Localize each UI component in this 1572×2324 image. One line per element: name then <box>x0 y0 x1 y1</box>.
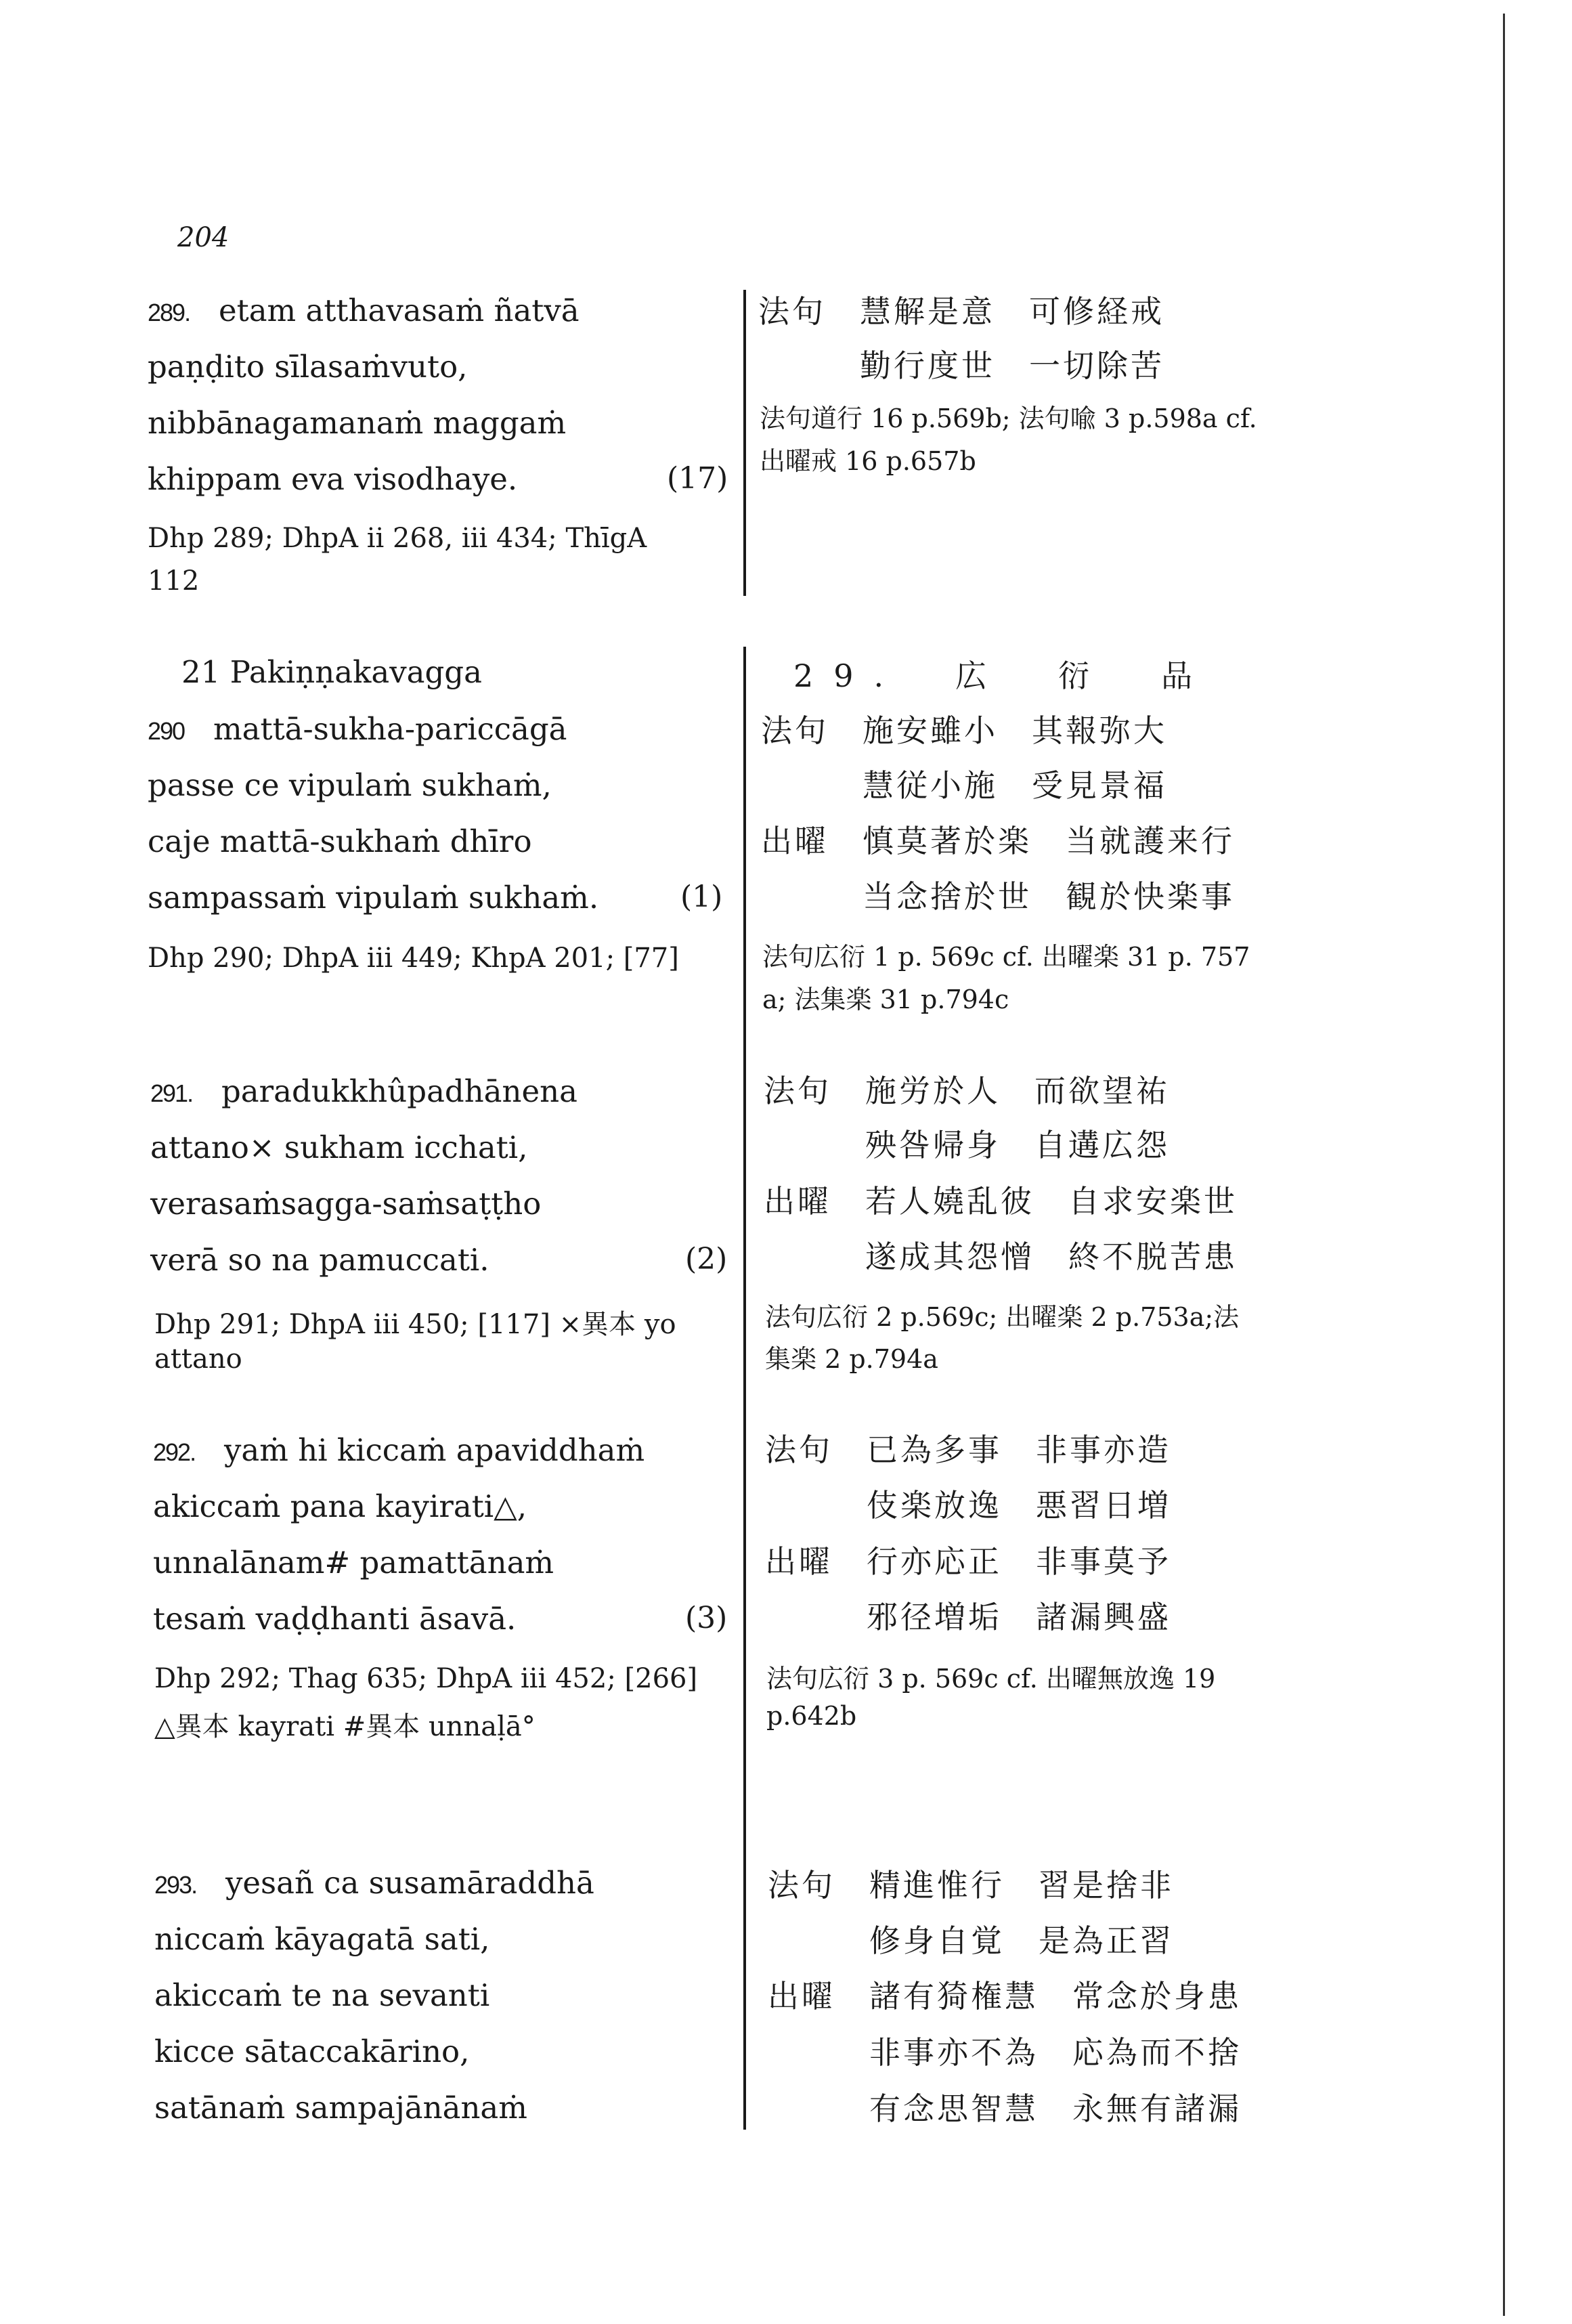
column-divider-top <box>743 290 746 596</box>
cn-289-line-2: 勤行度世 一切除苦 <box>758 347 1164 384</box>
cn-292-line-3: 出曜 行亦応正 非事莫予 <box>765 1543 1171 1580</box>
verse-292-line-3: unnalānam# pamattānaṁ <box>153 1545 554 1580</box>
page-number: 204 <box>177 222 230 253</box>
chapter-heading-chinese: 29. 広 衍 品 <box>793 658 1213 694</box>
cn-290-refs-2: a; 法集楽 31 p.794c <box>762 985 1009 1014</box>
verse-289-line-3: nibbānagamanaṁ maggaṁ <box>148 405 567 441</box>
verse-291-refs-1: Dhp 291; DhpA iii 450; [117] ×異本 yo <box>154 1309 676 1340</box>
cn-293-line-4: 非事亦不為 応為而不捨 <box>768 2034 1242 2071</box>
page-edge-line <box>1503 14 1505 2316</box>
verse-291-line-1: 291. paradukkhûpadhānena <box>150 1073 577 1109</box>
cn-290-refs-1: 法句広衍 1 p. 569c cf. 出曜楽 31 p. 757 <box>762 942 1250 972</box>
verse-number: 290 <box>148 717 185 745</box>
column-divider-main <box>743 647 746 2130</box>
verse-292-refs-2: △異本 kayrati #異本 unnaḷā° <box>154 1711 536 1742</box>
verse-292-refs-1: Dhp 292; Thag 635; DhpA iii 452; [266] <box>154 1663 698 1694</box>
cn-290-line-3: 出曜 慎莫著於楽 当就護来行 <box>761 823 1235 859</box>
cn-291-refs-1: 法句広衍 2 p.569c; 出曜楽 2 p.753a;法 <box>765 1302 1240 1332</box>
cn-289-refs-1: 法句道行 16 p.569b; 法句喩 3 p.598a cf. <box>760 404 1257 433</box>
verse-number: 289. <box>148 299 190 326</box>
verse-293-line-2: niccaṁ kāyagatā sati, <box>154 1921 490 1957</box>
verse-293-line-4: kicce sātaccakārino, <box>154 2034 470 2069</box>
verse-290-vagga-number: (1) <box>680 880 723 914</box>
cn-292-line-2: 伎楽放逸 悪習日増 <box>765 1487 1171 1524</box>
cn-291-line-1: 法句 施労於人 而欲望祐 <box>764 1073 1170 1109</box>
verse-289-line-1: 289. etam atthavasaṁ ñatvā <box>148 293 580 328</box>
cn-291-line-3: 出曜 若人嬈乱彼 自求安楽世 <box>764 1183 1238 1220</box>
cn-290-line-4: 当念捨於世 観於快楽事 <box>761 878 1235 915</box>
verse-293-line-3: akiccaṁ te na sevanti <box>154 1977 490 2013</box>
verse-289-refs-1: Dhp 289; DhpA ii 268, iii 434; ThīgA <box>148 523 647 554</box>
cn-293-line-1: 法句 精進惟行 習是捨非 <box>768 1867 1174 1903</box>
verse-291-line-2: attano× sukham icchati, <box>150 1129 528 1165</box>
verse-289-line-2: paṇḍito sīlasaṁvuto, <box>148 349 468 385</box>
verse-number: 293. <box>154 1871 197 1899</box>
verse-290-line-3: caje mattā-sukhaṁ dhīro <box>148 823 532 859</box>
verse-292-line-1: 292. yaṁ hi kiccaṁ apaviddhaṁ <box>153 1432 645 1468</box>
verse-291-line-3: verasaṁsagga-saṁsaṭṭho <box>150 1186 542 1222</box>
cn-293-line-5: 有念思智慧 永無有諸漏 <box>768 2090 1242 2127</box>
cn-292-line-1: 法句 已為多事 非事亦造 <box>765 1432 1171 1468</box>
verse-292-vagga-number: (3) <box>685 1601 728 1635</box>
verse-293-line-5: satānaṁ sampajānānaṁ <box>154 2090 527 2126</box>
cn-289-line-1: 法句 慧解是意 可修経戒 <box>758 293 1164 330</box>
cn-290-line-1: 法句 施安雖小 其報弥大 <box>761 712 1167 749</box>
verse-291-line-4: verā so na pamuccati. <box>150 1242 489 1278</box>
cn-293-line-2: 修身自覚 是為正習 <box>768 1922 1174 1959</box>
cn-289-refs-2: 出曜戒 16 p.657b <box>760 446 976 476</box>
cn-291-refs-2: 集楽 2 p.794a <box>765 1344 938 1374</box>
chapter-heading-pali: 21 Pakiṇṇakavagga <box>181 654 482 690</box>
verse-290-refs-1: Dhp 290; DhpA iii 449; KhpA 201; [77] <box>148 943 679 974</box>
verse-289-line-4: khippam eva visodhaye. <box>148 461 518 497</box>
verse-number: 292. <box>153 1438 196 1466</box>
cn-292-refs-2: p.642b <box>766 1701 857 1731</box>
cn-290-line-2: 慧従小施 受見景福 <box>761 767 1167 804</box>
cn-292-line-4: 邪径増垢 諸漏興盛 <box>765 1599 1171 1635</box>
cn-292-refs-1: 法句広衍 3 p. 569c cf. 出曜無放逸 19 <box>766 1664 1216 1694</box>
verse-290-line-2: passe ce vipulaṁ sukhaṁ, <box>148 767 552 803</box>
verse-290-line-4: sampassaṁ vipulaṁ sukhaṁ. <box>148 880 599 916</box>
verse-293-line-1: 293. yesañ ca susamāraddhā <box>154 1865 594 1901</box>
verse-289-vagga-number: (17) <box>667 461 728 496</box>
verse-number: 291. <box>150 1079 193 1107</box>
verse-291-refs-2: attano <box>154 1343 242 1375</box>
verse-291-vagga-number: (2) <box>685 1242 728 1276</box>
verse-290-line-1: 290 mattā-sukha-pariccāgā <box>148 711 567 747</box>
verse-292-line-2: akiccaṁ pana kayirati△, <box>153 1488 527 1524</box>
cn-291-line-2: 殃咎帰身 自遘広怨 <box>764 1127 1170 1163</box>
cn-291-line-4: 遂成其怨憎 終不脱苦患 <box>764 1239 1238 1275</box>
verse-292-line-4: tesaṁ vaḍḍhanti āsavā. <box>153 1601 517 1637</box>
verse-289-refs-2: 112 <box>148 565 200 597</box>
cn-293-line-3: 出曜 諸有猗権慧 常念於身患 <box>768 1978 1242 2015</box>
